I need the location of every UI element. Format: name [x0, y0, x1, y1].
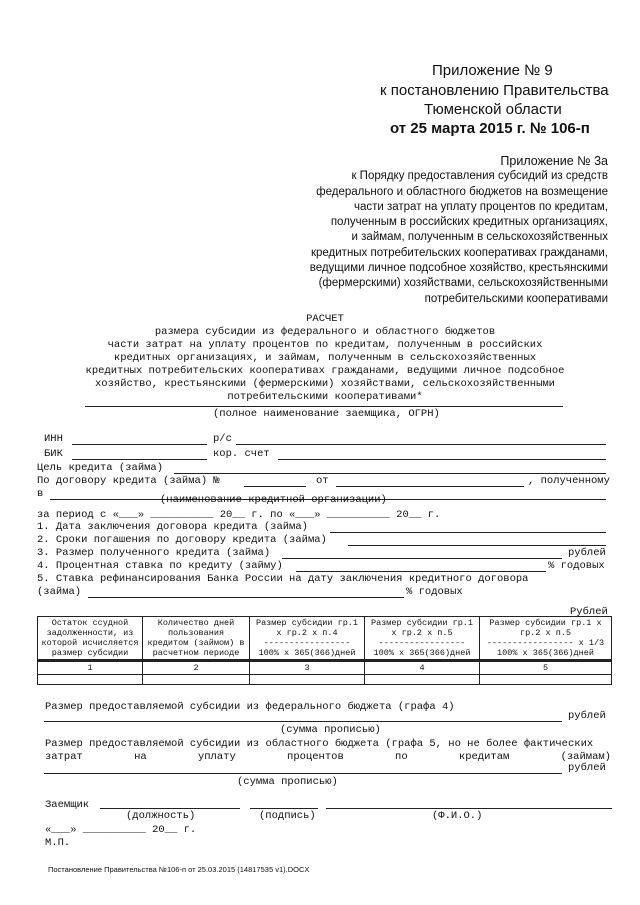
borrower-label: Заемщик [45, 799, 90, 811]
item-5-label-cont: (займа) [37, 586, 82, 598]
calc-heading: РАСЧЕТ [306, 313, 344, 325]
annex-line: полученным в российских кредитных организациях, [330, 216, 608, 229]
header-date-number: от 25 марта 2015 г. № 106-п [390, 120, 590, 137]
federal-subsidy-unit: рублей [568, 710, 606, 722]
table-number-row [38, 661, 612, 675]
col3-dashes: ----------------- [263, 638, 351, 648]
inn-field[interactable] [72, 444, 207, 445]
item-2-label: 2. Сроки погашения по договору кредита (займа) [37, 534, 327, 546]
col5-title: Размер субсидии гр.1 х гр.2 х п.5 [489, 618, 602, 638]
table-col-number: 4 [365, 661, 480, 675]
table-col-number: 5 [480, 661, 612, 675]
received-label: , полученному [528, 475, 610, 487]
col5-dashes-row [483, 638, 608, 648]
item-1-field[interactable] [330, 532, 606, 533]
purpose-label: Цель кредита (займа) [37, 462, 164, 474]
table-header-cell: Количество дней пользования кредитом (займом) в расчетном периоде [143, 617, 250, 661]
position-field[interactable] [100, 808, 240, 809]
position-caption: (должность) [126, 810, 196, 822]
table-cell[interactable] [480, 675, 612, 685]
regional-word: процентов [287, 751, 344, 763]
annex-block [168, 154, 608, 307]
federal-subsidy-label: Размер предоставляемой субсидии из федерального бюджета (графа 4) [45, 701, 455, 713]
regional-word: (займам) [560, 751, 611, 763]
col4-title: Размер субсидии гр.1 х гр.2 х п.5 [370, 618, 474, 638]
calc-title-line: хозяйство, крестьянскими (фермерскими) хозяйствами, сельскохозяйственными [95, 378, 555, 390]
ks-label: кор. счет [213, 448, 270, 460]
calc-title-line: размера субсидии из федерального и областного бюджетов [154, 326, 496, 338]
borrower-name-line[interactable] [85, 406, 563, 407]
credit-org-caption: (наименование кредитной организации) [160, 494, 387, 506]
table-col-number: 3 [250, 661, 365, 675]
regional-subsidy-unit: рублей [568, 762, 606, 774]
annex-line: ведущими личное подсобное хозяйство, крестьянскими [309, 262, 608, 275]
item-4-unit: % годовых [548, 560, 605, 572]
col3-divisor: 100% х 365(366)дней [258, 648, 356, 658]
calc-title-line: кредитных потребительских кооперативах гражданами, ведущими личное подсобное [85, 365, 565, 377]
contract-date-field[interactable] [336, 486, 524, 487]
annex-line: части затрат на уплату процентов по кредитам, [353, 200, 608, 213]
federal-sum-caption: (сумма прописью) [280, 724, 381, 736]
table-unit: Рублей [570, 606, 608, 618]
table-header-cell: Остаток ссудной задолженности, из которой исчисляется размер субсидии [38, 617, 143, 661]
annex-line: федерального и областного бюджетов на возмещение [316, 185, 608, 198]
contract-number-field[interactable] [244, 486, 306, 487]
signature-caption: (подпись) [259, 810, 316, 822]
item-5-label: 5. Ставка рефинансирования Банка России на дату заключения кредитного договора [37, 573, 529, 585]
inn-label: ИНН [44, 433, 63, 445]
item-3-field[interactable] [282, 558, 562, 559]
regional-sum-caption: (сумма прописью) [237, 776, 338, 788]
annex-line: (фермерскими) хозяйствами, сельскохозяйственными [318, 277, 608, 290]
calc-title-line: части затрат на уплату процентов по кредитам, полученным в российских [107, 339, 543, 351]
regional-word: на [134, 751, 147, 763]
regional-word: уплату [197, 751, 236, 763]
annex-line: к Порядку предоставления субсидий из средств [351, 170, 608, 183]
document-footer: Постановление Правительства №106-п от 25.03.2015 (14817535 v1).DOCX [48, 865, 310, 874]
signature-field[interactable] [250, 808, 318, 809]
stamp-place: М.П. [45, 837, 71, 849]
regional-subsidy-label-cont [45, 751, 611, 764]
calc-title-line: кредитных организациях, и займам, полученным в сельскохозяйственных [113, 352, 537, 364]
rs-label: р/с [213, 433, 232, 445]
fio-caption: (Ф.И.О.) [432, 810, 483, 822]
table-row[interactable] [38, 675, 612, 685]
regional-subsidy-field[interactable] [44, 773, 562, 774]
rs-field[interactable] [236, 444, 606, 445]
item-1-label: 1. Дата заключения договора кредита (займа) [37, 521, 308, 533]
header-appendix-number: Приложение № 9 [432, 62, 553, 79]
col5-third: х 1/3 [578, 638, 605, 648]
table-cell[interactable] [38, 675, 143, 685]
table-cell[interactable] [250, 675, 365, 685]
table-col-number: 1 [38, 661, 143, 675]
item-2-field[interactable] [348, 545, 606, 546]
table-cell[interactable] [365, 675, 480, 685]
col5-dashes: ----------------- [486, 638, 574, 648]
bik-label: БИК [44, 448, 63, 460]
item-5-field[interactable] [88, 597, 404, 598]
col3-title: Размер субсидии гр.1 х гр.2 х п.4 [255, 618, 359, 638]
annex-line: и займам, полученным в сельскохозяйственных [351, 231, 608, 244]
fio-field[interactable] [326, 808, 612, 809]
period-line: за период с «___» __________ 20__ г. по «___» __________ 20__ г. [37, 509, 441, 521]
regional-word: затрат [45, 751, 83, 763]
table-header-cell [480, 617, 612, 661]
item-5-unit: % годовых [406, 586, 463, 598]
calc-title-line: потребительскими кооперативами* [227, 391, 423, 403]
table-cell[interactable] [143, 675, 250, 685]
col4-dashes: ----------------- [378, 638, 466, 648]
federal-subsidy-field[interactable] [44, 721, 562, 722]
item-3-unit: рублей [568, 547, 606, 559]
table-header-cell [365, 617, 480, 661]
ks-field[interactable] [278, 459, 606, 460]
regional-subsidy-label: Размер предоставляемой субсидии из областного бюджета (графа 5, но не более фактических [45, 738, 594, 750]
item-4-label: 4. Процентная ставка по кредиту (займу) [37, 560, 283, 572]
header-region: Тюменской области [424, 101, 562, 118]
table-col-number: 2 [143, 661, 250, 675]
item-4-field[interactable] [296, 571, 546, 572]
table-header-row [38, 617, 612, 661]
annex-line: кредитных потребительских кооперативах гражданами, [310, 246, 608, 259]
col4-divisor: 100% х 365(366)дней [373, 648, 471, 658]
header-resolution: к постановлению Правительства [380, 82, 609, 99]
calc-title-block [40, 313, 610, 404]
annex-title: Приложение № 3а [500, 154, 608, 168]
in-label: в [37, 488, 44, 500]
regional-word: кредитам [458, 751, 510, 763]
borrower-caption: (полное наименование заемщика, ОГРН) [213, 408, 440, 420]
subsidy-table [37, 616, 612, 685]
bik-field[interactable] [72, 459, 207, 460]
contract-from-label: от [316, 475, 329, 487]
regional-word: по [395, 751, 408, 763]
sign-date: «___» __________ 20__ г. [45, 824, 197, 836]
annex-line: потребительскими кооперативами [424, 292, 608, 305]
col5-divisor: 100% х 365(366)дней [497, 648, 594, 658]
purpose-field[interactable] [174, 473, 606, 474]
item-3-label: 3. Размер полученного кредита (займа) [37, 547, 271, 559]
contract-label: По договору кредита (займа) № [37, 475, 220, 487]
table-header-cell [250, 617, 365, 661]
